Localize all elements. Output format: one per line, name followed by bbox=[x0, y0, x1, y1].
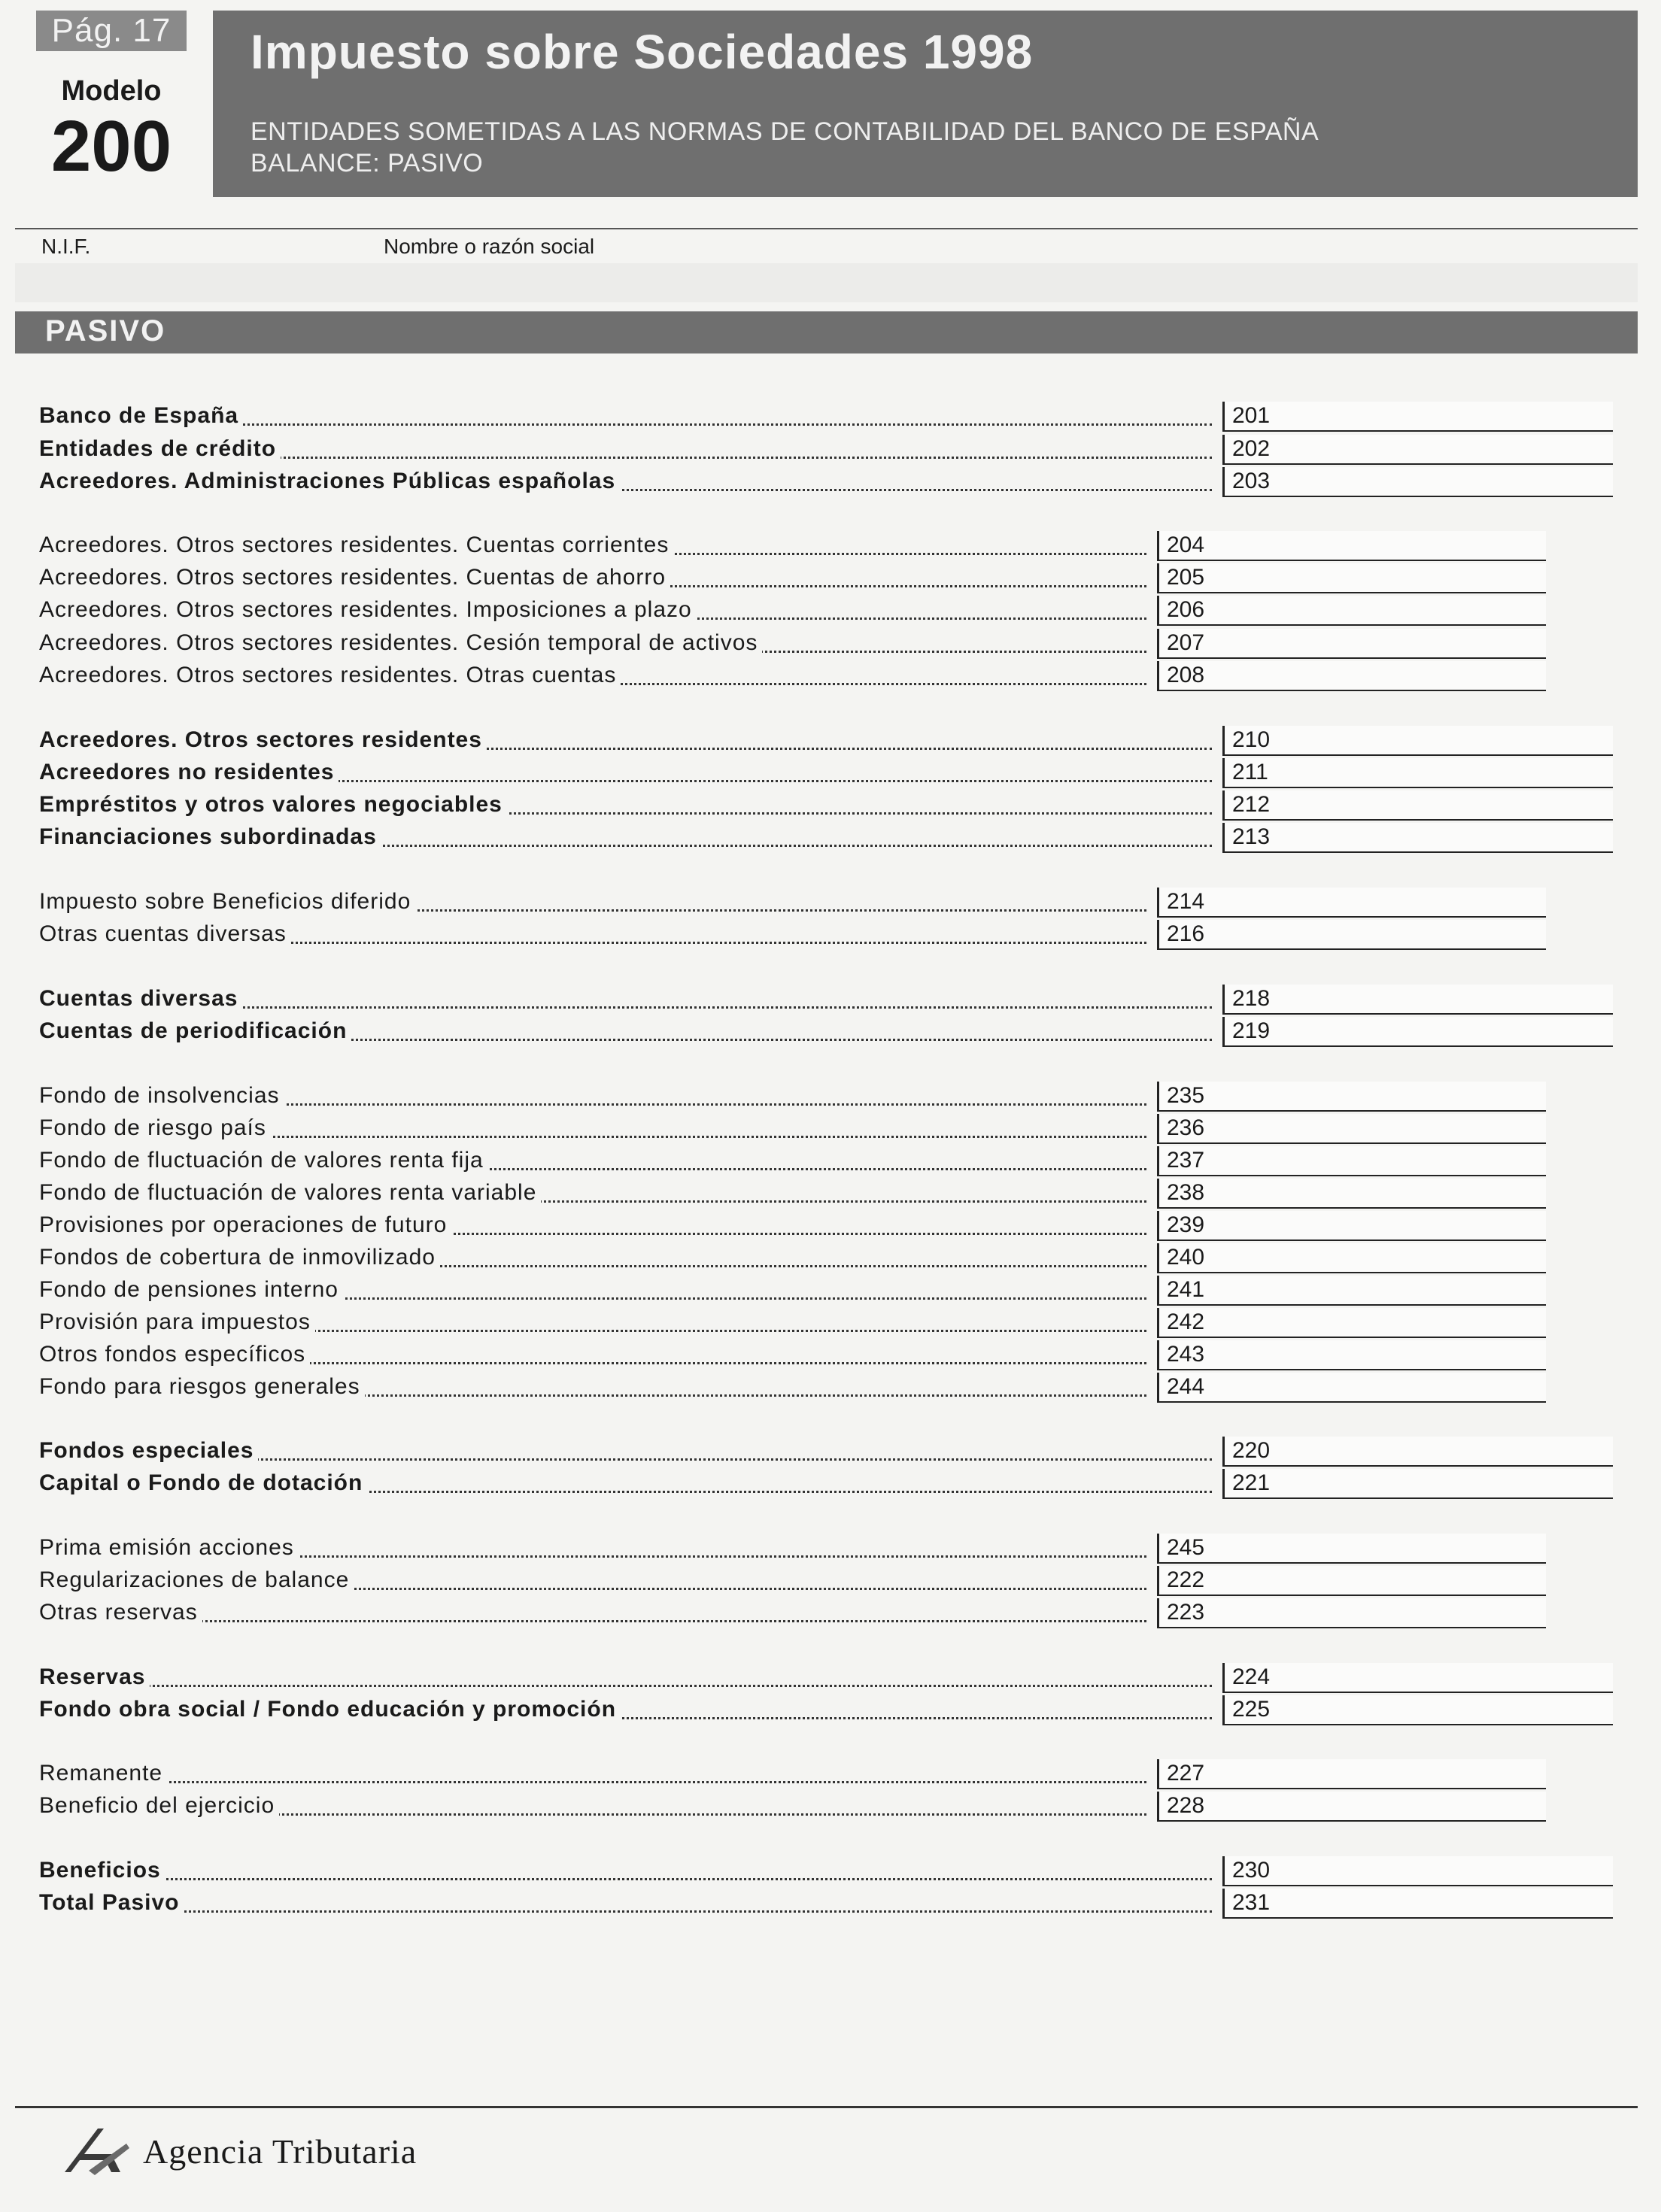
amount-field[interactable] bbox=[1157, 531, 1546, 561]
box-code: 208 bbox=[1167, 663, 1205, 687]
title-band bbox=[213, 11, 1638, 197]
form-row bbox=[39, 726, 1611, 754]
row-label: Cuentas diversas bbox=[39, 985, 242, 1013]
row-label: Fondo de fluctuación de valores renta fija bbox=[39, 1146, 488, 1175]
form-row bbox=[39, 1211, 1544, 1240]
box-code: 201 bbox=[1232, 403, 1271, 428]
row-label: Provisiones por operaciones de futuro bbox=[39, 1211, 451, 1240]
amount-field[interactable] bbox=[1157, 1308, 1546, 1338]
amount-field[interactable] bbox=[1222, 985, 1613, 1015]
amount-field[interactable] bbox=[1157, 1534, 1546, 1564]
amount-field[interactable] bbox=[1222, 758, 1613, 788]
row-label: Otras cuentas diversas bbox=[39, 920, 291, 948]
row-label: Beneficio del ejercicio bbox=[39, 1792, 279, 1820]
row-label: Entidades de crédito bbox=[39, 435, 281, 463]
identification-input-area[interactable] bbox=[15, 263, 1638, 302]
row-label: Provisión para impuestos bbox=[39, 1308, 315, 1337]
form-row bbox=[39, 1598, 1544, 1627]
box-code: 218 bbox=[1232, 986, 1271, 1011]
form-row bbox=[39, 790, 1611, 819]
amount-field[interactable] bbox=[1157, 1792, 1546, 1822]
box-code: 219 bbox=[1232, 1018, 1271, 1043]
row-label: Reservas bbox=[39, 1663, 150, 1692]
row-label: Acreedores. Otros sectores residentes bbox=[39, 726, 487, 754]
box-code: 202 bbox=[1232, 436, 1271, 461]
row-label: Fondo obra social / Fondo educación y promoción bbox=[39, 1695, 621, 1724]
amount-field[interactable] bbox=[1157, 1598, 1546, 1628]
box-code: 240 bbox=[1167, 1245, 1205, 1270]
amount-field[interactable] bbox=[1157, 629, 1546, 659]
amount-field[interactable] bbox=[1157, 1243, 1546, 1273]
box-code: 227 bbox=[1167, 1761, 1205, 1786]
form-row bbox=[39, 1243, 1544, 1272]
box-code: 235 bbox=[1167, 1083, 1205, 1108]
amount-field[interactable] bbox=[1222, 1856, 1613, 1886]
form-row bbox=[39, 1146, 1544, 1175]
form-row bbox=[39, 563, 1544, 592]
box-code: 205 bbox=[1167, 565, 1205, 590]
amount-field[interactable] bbox=[1157, 563, 1546, 593]
row-label: Acreedores. Otros sectores residentes. Cuentas corrientes bbox=[39, 531, 673, 560]
amount-field[interactable] bbox=[1157, 1276, 1546, 1306]
form-row bbox=[39, 1373, 1544, 1401]
amount-field[interactable] bbox=[1157, 1146, 1546, 1176]
row-label: Fondos de cobertura de inmovilizado bbox=[39, 1243, 440, 1272]
amount-field[interactable] bbox=[1222, 402, 1613, 432]
amount-field[interactable] bbox=[1157, 1340, 1546, 1370]
form-row bbox=[39, 1437, 1611, 1465]
row-label: Fondo de insolvencias bbox=[39, 1082, 284, 1110]
box-code: 206 bbox=[1167, 597, 1205, 622]
row-label: Fondo para riesgos generales bbox=[39, 1373, 365, 1401]
form-row bbox=[39, 1276, 1544, 1304]
form-row bbox=[39, 1663, 1611, 1692]
form-row bbox=[39, 1534, 1544, 1562]
row-label: Banco de España bbox=[39, 402, 243, 430]
form-row bbox=[39, 1759, 1544, 1788]
box-code: 243 bbox=[1167, 1342, 1205, 1367]
box-code: 207 bbox=[1167, 630, 1205, 655]
box-code: 222 bbox=[1167, 1567, 1205, 1592]
amount-field[interactable] bbox=[1222, 467, 1613, 497]
amount-field[interactable] bbox=[1222, 1663, 1613, 1693]
form-row bbox=[39, 1856, 1611, 1885]
amount-field[interactable] bbox=[1222, 823, 1613, 853]
box-code: 230 bbox=[1232, 1858, 1271, 1883]
agency-name: Agencia Tributaria bbox=[143, 2132, 418, 2171]
form-row bbox=[39, 985, 1611, 1013]
box-code: 204 bbox=[1167, 533, 1205, 557]
row-label: Acreedores no residentes bbox=[39, 758, 339, 787]
box-code: 212 bbox=[1232, 792, 1271, 817]
box-code: 221 bbox=[1232, 1470, 1271, 1495]
row-label: Acreedores. Administraciones Públicas españolas bbox=[39, 467, 620, 496]
amount-field[interactable] bbox=[1222, 1695, 1613, 1725]
box-code: 228 bbox=[1167, 1793, 1205, 1818]
box-code: 210 bbox=[1232, 727, 1271, 752]
amount-field[interactable] bbox=[1222, 435, 1613, 465]
box-code: 238 bbox=[1167, 1180, 1205, 1205]
form-row bbox=[39, 1179, 1544, 1207]
form-row bbox=[39, 596, 1544, 624]
row-label: Regularizaciones de balance bbox=[39, 1566, 354, 1595]
amount-field[interactable] bbox=[1222, 1437, 1613, 1467]
amount-field[interactable] bbox=[1157, 661, 1546, 691]
modelo-number: 200 bbox=[50, 106, 172, 187]
row-label: Otros fondos específicos bbox=[39, 1340, 310, 1369]
amount-field[interactable] bbox=[1157, 920, 1546, 950]
form-row bbox=[39, 758, 1611, 787]
row-label: Fondos especiales bbox=[39, 1437, 258, 1465]
amount-field[interactable] bbox=[1157, 1082, 1546, 1112]
leader-dots bbox=[39, 1781, 1146, 1783]
box-code: 211 bbox=[1232, 760, 1268, 784]
box-code: 203 bbox=[1232, 469, 1271, 493]
row-label: Fondo de riesgo país bbox=[39, 1114, 271, 1142]
amount-field[interactable] bbox=[1222, 1017, 1613, 1047]
row-label: Fondo de pensiones interno bbox=[39, 1276, 343, 1304]
box-code: 220 bbox=[1232, 1438, 1271, 1463]
box-code: 224 bbox=[1232, 1664, 1271, 1689]
amount-field[interactable] bbox=[1157, 888, 1546, 918]
form-row bbox=[39, 920, 1544, 948]
form-row bbox=[39, 435, 1611, 463]
form-row bbox=[39, 402, 1611, 430]
section-title: PASIVO bbox=[45, 314, 166, 347]
box-code: 237 bbox=[1167, 1148, 1205, 1173]
box-code: 245 bbox=[1167, 1535, 1205, 1560]
row-label: Acreedores. Otros sectores residentes. Otras cuentas bbox=[39, 661, 621, 690]
nif-label: N.I.F. bbox=[41, 235, 91, 258]
subtitle-line-2: BALANCE: PASIVO bbox=[251, 149, 484, 178]
form-row bbox=[39, 661, 1544, 690]
amount-field[interactable] bbox=[1157, 1373, 1546, 1403]
row-label: Empréstitos y otros valores negociables bbox=[39, 790, 507, 819]
row-label: Prima emisión acciones bbox=[39, 1534, 299, 1562]
form-row bbox=[39, 1017, 1611, 1045]
subtitle-line-1: ENTIDADES SOMETIDAS A LAS NORMAS DE CONTABILIDAD DEL BANCO DE ESPAÑA bbox=[251, 117, 1319, 146]
box-code: 241 bbox=[1167, 1277, 1205, 1302]
amount-field[interactable] bbox=[1222, 1469, 1613, 1499]
form-row bbox=[39, 888, 1544, 916]
footer-divider bbox=[15, 2106, 1638, 2108]
form-row bbox=[39, 531, 1544, 560]
row-label: Acreedores. Otros sectores residentes. Cuentas de ahorro bbox=[39, 563, 670, 592]
leader-dots bbox=[39, 1685, 1212, 1687]
form-subtitle bbox=[251, 116, 1319, 179]
form-row bbox=[39, 1889, 1611, 1917]
form-row bbox=[39, 629, 1544, 657]
row-label: Impuesto sobre Beneficios diferido bbox=[39, 888, 415, 916]
leader-dots bbox=[39, 1878, 1212, 1880]
leader-dots bbox=[39, 1620, 1146, 1622]
amount-field[interactable] bbox=[1157, 1179, 1546, 1209]
amount-field[interactable] bbox=[1157, 596, 1546, 626]
form-row bbox=[39, 1082, 1544, 1110]
box-code: 244 bbox=[1167, 1374, 1205, 1399]
box-code: 216 bbox=[1167, 921, 1205, 946]
amount-field[interactable] bbox=[1222, 790, 1613, 821]
form-row bbox=[39, 467, 1611, 496]
row-label: Financiaciones subordinadas bbox=[39, 823, 381, 851]
amount-field[interactable] bbox=[1157, 1759, 1546, 1789]
modelo-label: Modelo bbox=[61, 75, 162, 107]
row-label: Total Pasivo bbox=[39, 1889, 184, 1917]
row-label: Capital o Fondo de dotación bbox=[39, 1469, 367, 1497]
box-code: 231 bbox=[1232, 1890, 1271, 1915]
amount-field[interactable] bbox=[1222, 1889, 1613, 1919]
row-label: Beneficios bbox=[39, 1856, 165, 1885]
box-code: 242 bbox=[1167, 1309, 1205, 1334]
page-number-badge: Pág. 17 bbox=[36, 11, 187, 51]
razon-social-label: Nombre o razón social bbox=[384, 235, 595, 258]
row-label: Acreedores. Otros sectores residentes. Cesión temporal de activos bbox=[39, 629, 762, 657]
row-label: Otras reservas bbox=[39, 1598, 202, 1627]
row-label: Cuentas de periodificación bbox=[39, 1017, 351, 1045]
form-row bbox=[39, 1695, 1611, 1724]
box-code: 225 bbox=[1232, 1697, 1271, 1722]
identification-divider bbox=[15, 228, 1638, 229]
box-code: 239 bbox=[1167, 1212, 1205, 1237]
form-title: Impuesto sobre Sociedades 1998 bbox=[251, 25, 1034, 79]
form-row bbox=[39, 1792, 1544, 1820]
box-code: 214 bbox=[1167, 889, 1205, 914]
amount-field[interactable] bbox=[1222, 726, 1613, 756]
form-row bbox=[39, 1308, 1544, 1337]
box-code: 236 bbox=[1167, 1115, 1205, 1140]
form-row bbox=[39, 1469, 1611, 1497]
box-code: 223 bbox=[1167, 1600, 1205, 1625]
row-label: Fondo de fluctuación de valores renta variable bbox=[39, 1179, 541, 1207]
form-row bbox=[39, 1566, 1544, 1595]
amount-field[interactable] bbox=[1157, 1566, 1546, 1596]
form-row bbox=[39, 1340, 1544, 1369]
section-header-pasivo bbox=[15, 311, 1638, 353]
agencia-tributaria-logo-icon bbox=[59, 2121, 134, 2181]
form-row bbox=[39, 1114, 1544, 1142]
row-label: Acreedores. Otros sectores residentes. Imposiciones a plazo bbox=[39, 596, 697, 624]
box-code: 213 bbox=[1232, 824, 1271, 849]
row-label: Remanente bbox=[39, 1759, 167, 1788]
form-row bbox=[39, 823, 1611, 851]
leader-dots bbox=[39, 1910, 1212, 1913]
amount-field[interactable] bbox=[1157, 1114, 1546, 1144]
amount-field[interactable] bbox=[1157, 1211, 1546, 1241]
